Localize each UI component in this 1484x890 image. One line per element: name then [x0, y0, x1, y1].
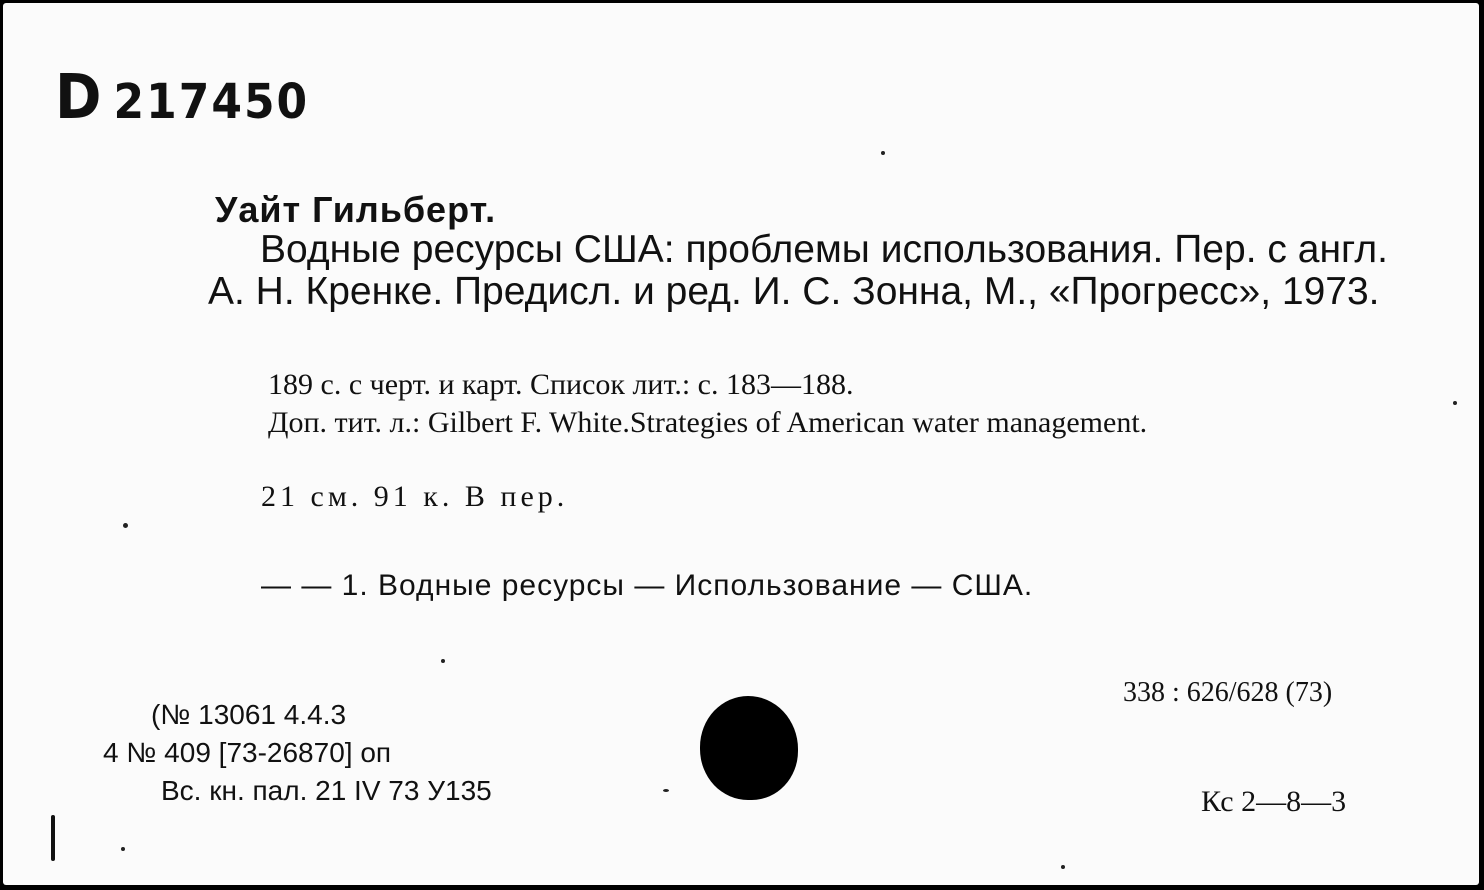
catalog-card — [3, 3, 1479, 885]
pages-line: 189 с. с черт. и карт. Список лит.: с. 183—188. — [268, 368, 854, 401]
accession-line-1: (№ 13061 4.4.3 — [151, 699, 347, 730]
accession-line-2: 4 № 409 [73-26870] оп — [103, 737, 392, 768]
call-number — [55, 62, 309, 134]
speck — [1453, 401, 1457, 405]
subject-heading: — — 1. Водные ресурсы — Использование — США. — [261, 569, 1034, 602]
udc-code: 338 : 626/628 (73) — [1123, 677, 1333, 708]
original-title-line: Доп. тит. л.: Gilbert F. White.Strategies of American water management. — [268, 406, 1148, 439]
accession-line-3: Вс. кн. пал. 21 IV 73 У135 — [161, 775, 492, 806]
speck — [123, 523, 128, 528]
format-line: 21 см. 91 к. В пер. — [261, 480, 569, 513]
ink-blot — [700, 696, 798, 800]
author-heading: Уайт Гильберт. — [215, 189, 497, 230]
speck — [121, 847, 125, 851]
margin-mark — [51, 815, 55, 861]
speck — [663, 789, 669, 792]
speck — [1061, 865, 1065, 869]
speck — [881, 151, 885, 155]
speck — [441, 659, 445, 663]
title-block — [208, 229, 1388, 313]
kc-code: Кс 2—8—3 — [1201, 785, 1347, 818]
call-number-prefix: D — [55, 61, 104, 134]
call-number-value: 217450 — [113, 73, 310, 130]
title-text: Водные ресурсы США: проблемы использования. Пер. с англ. А. Н. Кренке. Предисл. и ред. И. С. Зонна, М., «Прогресс», 1973. — [208, 228, 1388, 313]
